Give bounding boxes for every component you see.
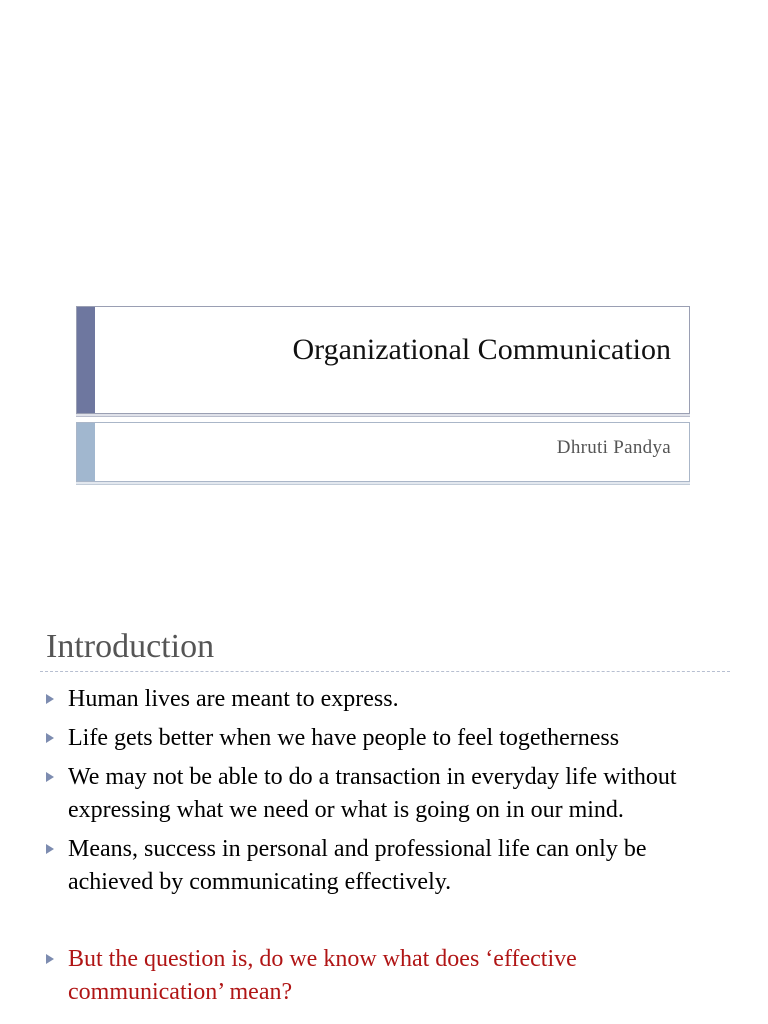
slide-subtitle: Dhruti Pandya bbox=[556, 437, 671, 458]
subtitle-box bbox=[76, 422, 690, 482]
triangle-right-icon bbox=[46, 772, 54, 782]
heading-divider bbox=[40, 671, 730, 672]
bullet-item bbox=[46, 761, 726, 827]
bullet-item bbox=[46, 833, 726, 899]
subtitle-accent-bar bbox=[77, 423, 95, 481]
title-box bbox=[76, 306, 690, 414]
triangle-right-icon bbox=[46, 733, 54, 743]
bullet-text: Life gets better when we have people to feel togetherness bbox=[68, 725, 620, 751]
intro-heading: Introduction bbox=[46, 628, 215, 665]
bullet-list bbox=[46, 683, 726, 1015]
title-accent-bar bbox=[77, 307, 95, 413]
bullet-item bbox=[46, 722, 726, 755]
bullet-text: Means, success in personal and professional life can only be achieved by communicating effectively. bbox=[68, 836, 647, 895]
triangle-right-icon bbox=[46, 694, 54, 704]
slide-title: Organizational Communication bbox=[292, 333, 671, 366]
bullet-item bbox=[46, 683, 726, 716]
bullet-text: Human lives are meant to express. bbox=[68, 686, 399, 712]
bullet-item-question bbox=[46, 943, 726, 1009]
triangle-right-icon bbox=[46, 844, 54, 854]
triangle-right-icon bbox=[46, 954, 54, 964]
bullet-text: We may not be able to do a transaction in everyday life without expressing what we need or what is going on in our mind. bbox=[68, 764, 677, 823]
bullet-text: But the question is, do we know what does ‘effective communication’ mean? bbox=[68, 946, 577, 1005]
